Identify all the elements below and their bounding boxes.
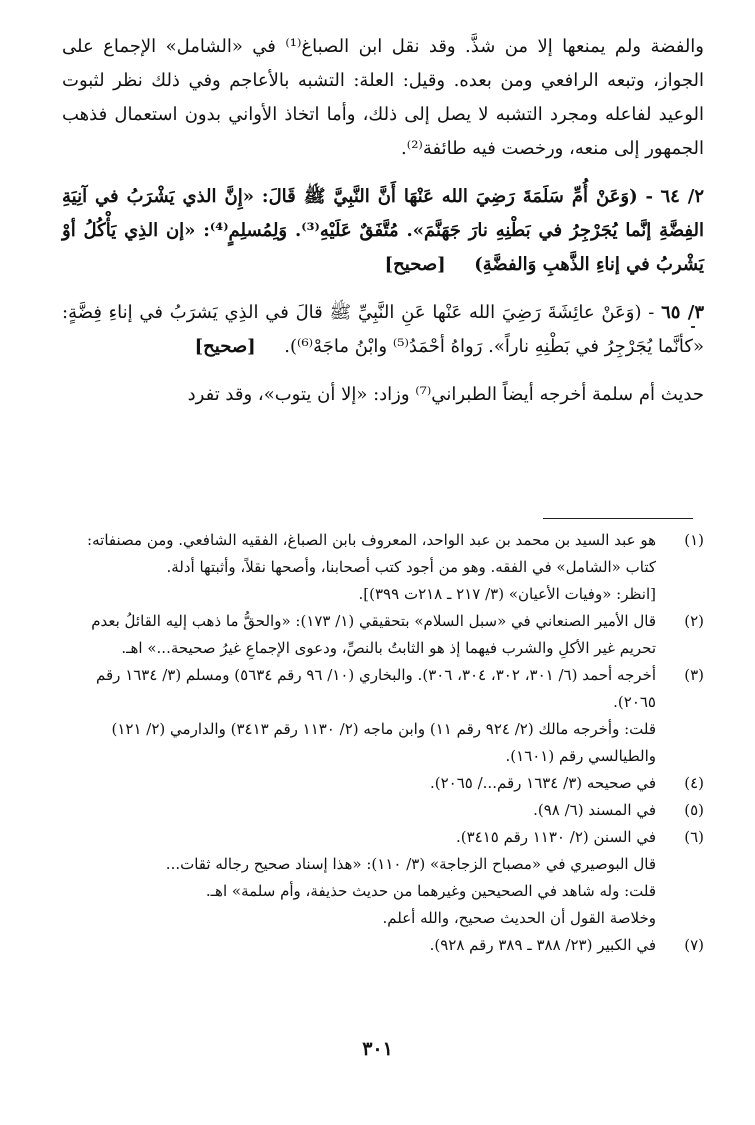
- footnote-2: [62, 608, 704, 662]
- footnote-7: [62, 932, 704, 959]
- hadith-65-number: ٣/ ٦٥: [661, 302, 705, 323]
- opening-paragraph: والفضة ولم يمنعها إلا من شذَّ. وقد نقل ابن الصباغ⁽¹⁾ في «الشامل» الإجماع على الجواز، وتبعه الرافعي ومن بعده. وقيل: العلة: التشبه بالأعاجم وفي ذلك نظر لثبوت الوعيد لفاعله ومجرد التشبه لا يصل إلى ذلك، وأما اتخاذ الأواني بدون استعمال فذهب الجمهور إلى منعه، ورخصت فيه طائفة⁽²⁾.: [62, 36, 705, 159]
- footnote-number: (٧): [684, 936, 704, 954]
- hadith-65-text: - (وَعَنْ عائِشَةَ رَضِيَ الله عَنْها عَنِ النَّبِيِّ ﷺ قالَ في الذِي يَشرَبُ في إناءِ فِضَّةٍ: «كأنَّما يُجَرْجِرُ في بَطْنِهِ ناراً». رَواهُ أحْمَدُ⁽⁵⁾ وابْنُ ماجَهْ⁽⁶⁾).: [62, 302, 704, 357]
- margin-mark: [691, 326, 695, 328]
- footnote-number: (٤): [684, 774, 704, 792]
- footnote-number: (٣): [684, 666, 704, 684]
- footnote-line: في السنن (٢/ ١١٣٠ رقم ٣٤١٥).: [455, 828, 656, 846]
- footnote-line: هو عبد السيد بن محمد بن عبد الواحد، المعروف بابن الصباغ، الفقيه الشافعي. ومن مصنفاته: كتاب «الشامل» في الفقه. وهو من أجود كتب أصحابنا، وأصحها نقلاً، وأثبتها أدلة.: [87, 531, 656, 576]
- footnote-line: قلت: وأخرجه مالك (٢/ ٩٢٤ رقم ١١) وابن ماجه (٢/ ١١٣٠ رقم ٣٤١٣) والدارمي (٢/ ١٢١) والطيالسي رقم (١٦٠١).: [111, 720, 656, 765]
- hadith-64-grade: [صحيح]: [384, 254, 446, 275]
- hadith-65-grade: [صحيح]: [194, 336, 256, 357]
- footnote-line: وخلاصة القول أن الحديث صحيح، والله أعلم.: [382, 909, 656, 927]
- footnote-line: قال الأمير الصنعاني في «سبل السلام» بتحقيقي (١/ ١٧٣): «والحقُّ ما ذهب إليه القائلُ بعدم تحريم غير الأكلِ والشرب فيهما إذ هو الثابتُ بالنصِّ، ودعوى الإجماعِ غيرُ صحيحة...» اهـ.: [91, 612, 656, 657]
- hadith-64-text: - (وَعَنْ أُمِّ سَلَمَةَ رَضِيَ الله عَنْهَا أَنَّ النَّبِيَّ ﷺ قَالَ: «إِنَّ الذي يَشْرَبُ في آنِيَةِ الفِضَّةِ إنَّما يُجَرْجِرُ في بَطْنِهِ نارَ جَهَنَّمَ». مُتَّفَقٌ عَلَيْهِ⁽³⁾. وَلِمُسلِمٍ⁽⁴⁾: «إن الذِي يَأْكُلُ أوْ يَشْربُ في إناءِ الذَّهبِ وَالفضَّةِ): [62, 186, 705, 275]
- footnote-line: [انظر: «وفيات الأعيان» (٣/ ٢١٧ ـ ٢١٨ت ٣٩٩)].: [358, 585, 656, 603]
- footnote-number: (٥): [684, 801, 704, 819]
- footnote-number: (٦): [684, 828, 704, 846]
- footnote-3: [62, 662, 704, 770]
- hadith-64-number: ٢/ ٦٤: [660, 186, 705, 207]
- hadith-64: [62, 180, 704, 282]
- footnote-line: في صحيحه (٣/ ١٦٣٤ رقم.../ ٢٠٦٥).: [429, 774, 656, 792]
- main-text: [62, 30, 704, 412]
- footnote-6: [62, 824, 704, 932]
- footnote-4: [62, 770, 704, 797]
- footnote-number: (٢): [684, 612, 704, 630]
- footnote-line: أخرجه أحمد (٦/ ٣٠١، ٣٠٢، ٣٠٤، ٣٠٦). والبخاري (١٠/ ٩٦ رقم ٥٦٣٤) ومسلم (٣/ ١٦٣٤ رقم ٢٠٦٥).: [96, 666, 656, 711]
- closing-paragraph: حديث أم سلمة أخرجه أيضاً الطبراني⁽⁷⁾ وزاد: «إلا أن يتوب»، وقد تفرد: [187, 384, 704, 405]
- footnote-number: (١): [684, 531, 704, 549]
- footnote-line: قلت: وله شاهد في الصحيحين وغيرهما من حديث حذيفة، وأم سلمة» اهـ.: [205, 882, 656, 900]
- page-number: ٣٠١: [362, 1038, 393, 1060]
- footnotes: [62, 527, 704, 959]
- footnote-line: في الكبير (٢٣/ ٣٨٨ ـ ٣٨٩ رقم ٩٢٨).: [429, 936, 656, 954]
- hadith-65: [62, 296, 704, 364]
- footnote-divider: [543, 518, 693, 519]
- footnote-1: [62, 527, 704, 608]
- footnote-line: قال البوصيري في «مصباح الزجاجة» (٣/ ١١٠): «هذا إسناد صحيح رجاله ثقات...: [165, 855, 656, 873]
- footnote-line: في المسند (٦/ ٩٨).: [533, 801, 656, 819]
- footnote-5: [62, 797, 704, 824]
